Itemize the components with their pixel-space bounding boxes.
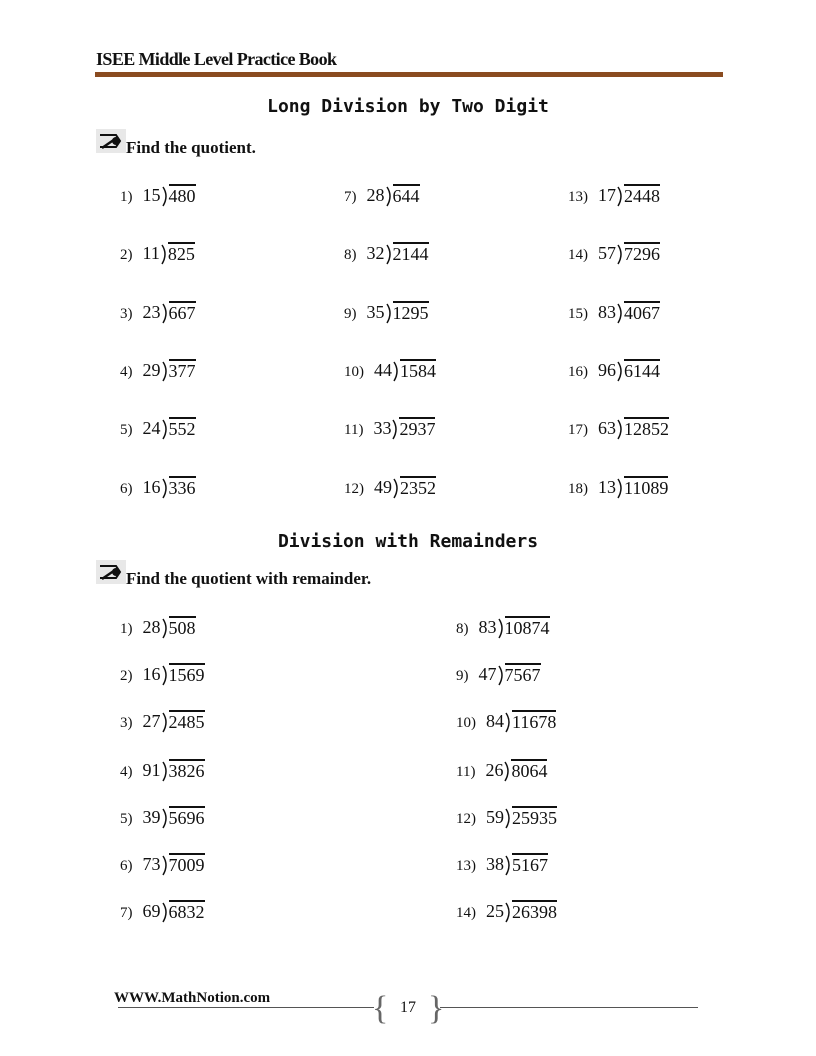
footer-website: WWW.MathNotion.com: [114, 990, 271, 1006]
division-bracket-icon: [505, 712, 512, 732]
dividend: 8064: [511, 761, 548, 781]
dividend: 2485: [168, 712, 205, 732]
dividend: 7296: [624, 244, 660, 264]
instruction-text-1: Find the quotient.: [126, 138, 256, 157]
divisor: 33: [373, 418, 392, 438]
problem: [120, 415, 196, 439]
problem-number: 16): [568, 364, 588, 380]
problem-number: 14): [456, 905, 476, 921]
division-bracket-icon: [162, 419, 169, 439]
problem-number: 17): [568, 422, 588, 438]
dividend: 1295: [392, 303, 429, 323]
problem-number: 13): [456, 858, 476, 874]
problem: [568, 474, 668, 498]
dividend: 7567: [504, 665, 541, 685]
division-bracket-icon: [162, 712, 169, 732]
problem-number: 9): [456, 668, 469, 684]
divisor: 27: [142, 711, 161, 731]
dividend: 644: [392, 186, 420, 206]
dividend: 667: [168, 303, 196, 323]
dividend: 1584: [400, 361, 436, 381]
division-bracket-icon: [393, 478, 400, 498]
divisor: 17: [598, 185, 616, 205]
problem-number: 12): [344, 481, 364, 497]
dividend: 2448: [624, 186, 660, 206]
divisor: 16: [142, 664, 161, 684]
division-bracket-icon: [498, 618, 505, 638]
problem: [456, 708, 556, 732]
problem-number: 3): [120, 306, 133, 322]
divisor: 47: [478, 664, 497, 684]
footer-rule-right: [440, 1007, 698, 1008]
problem: [120, 299, 196, 323]
dividend: 5167: [512, 855, 548, 875]
problem-number: 8): [456, 621, 469, 637]
division-bracket-icon: [162, 186, 169, 206]
divisor: 57: [598, 243, 616, 263]
dividend: 2352: [400, 478, 436, 498]
divisor: 25: [486, 901, 504, 921]
division-bracket-icon: [386, 186, 393, 206]
dividend: 825: [167, 244, 195, 264]
division-bracket-icon: [161, 244, 168, 264]
division-bracket-icon: [617, 419, 624, 439]
division-bracket-icon: [162, 478, 169, 498]
problem: [120, 661, 205, 685]
problem: [568, 357, 660, 381]
problem: [120, 708, 205, 732]
header-title: ISEE Middle Level Practice Book: [96, 49, 337, 69]
problem: [568, 415, 669, 439]
problem: [344, 357, 436, 381]
division-bracket-icon: [617, 186, 624, 206]
dividend: 508: [168, 618, 196, 638]
division-bracket-icon: [617, 478, 624, 498]
problem: [344, 182, 420, 206]
problem-number: 9): [344, 306, 357, 322]
problem: [568, 240, 660, 264]
problem-number: 12): [456, 811, 476, 827]
divisor: 44: [374, 360, 392, 380]
footer-rule-left: [118, 1007, 374, 1008]
dividend: 7009: [168, 855, 205, 875]
division-bracket-icon: [162, 665, 169, 685]
pencil-icon: [96, 129, 126, 167]
divisor: 96: [598, 360, 616, 380]
problem-number: 10): [456, 715, 476, 731]
divisor: 38: [486, 854, 504, 874]
dividend: 2937: [399, 419, 436, 439]
division-bracket-icon: [386, 303, 393, 323]
problem: [120, 804, 205, 828]
divisor: 39: [142, 807, 161, 827]
problem: [120, 614, 196, 638]
division-bracket-icon: [162, 618, 169, 638]
problem: [120, 357, 196, 381]
right-brace-icon: }: [428, 990, 445, 1027]
problem-number: 6): [120, 481, 133, 497]
problem-number: 11): [344, 422, 364, 438]
problem-number: 1): [120, 189, 133, 205]
dividend: 5696: [168, 808, 205, 828]
problem: [568, 182, 660, 206]
division-bracket-icon: [162, 303, 169, 323]
problem-number: 5): [120, 422, 133, 438]
divisor: 91: [142, 760, 161, 780]
dividend: 26398: [512, 902, 557, 922]
divisor: 28: [142, 617, 161, 637]
division-bracket-icon: [162, 761, 169, 781]
divisor: 24: [142, 418, 161, 438]
problem-number: 11): [456, 764, 476, 780]
dividend: 11678: [512, 712, 557, 732]
divisor: 28: [366, 185, 385, 205]
problem-number: 2): [120, 247, 133, 263]
division-bracket-icon: [505, 855, 512, 875]
dividend: 12852: [624, 419, 669, 439]
problem: [120, 474, 196, 498]
divisor: 84: [486, 711, 504, 731]
divisor: 83: [478, 617, 497, 637]
header-rule: [95, 72, 723, 77]
divisor: 29: [142, 360, 161, 380]
division-bracket-icon: [162, 902, 169, 922]
dividend: 336: [168, 478, 196, 498]
problem: [456, 804, 557, 828]
problem-number: 18): [568, 481, 588, 497]
dividend: 2144: [392, 244, 429, 264]
section-title-long-division: Long Division by Two Digit: [267, 96, 549, 117]
left-brace-icon: {: [372, 990, 389, 1027]
problem-number: 8): [344, 247, 357, 263]
problem-number: 1): [120, 621, 133, 637]
instruction-text-2: Find the quotient with remainder.: [126, 569, 372, 588]
division-bracket-icon: [162, 808, 169, 828]
problem: [344, 240, 429, 264]
problem-number: 13): [568, 189, 588, 205]
problem: [456, 661, 541, 685]
problem-number: 7): [120, 905, 133, 921]
division-bracket-icon: [162, 361, 169, 381]
divisor: 69: [142, 901, 161, 921]
dividend: 4067: [624, 303, 660, 323]
division-bracket-icon: [617, 244, 624, 264]
divisor: 11: [142, 243, 160, 263]
dividend: 480: [168, 186, 196, 206]
division-bracket-icon: [617, 361, 624, 381]
dividend: 377: [168, 361, 196, 381]
division-bracket-icon: [505, 808, 512, 828]
problem-number: 2): [120, 668, 133, 684]
divisor: 23: [142, 302, 161, 322]
problem: [456, 898, 557, 922]
problem-number: 14): [568, 247, 588, 263]
divisor: 13: [598, 477, 616, 497]
division-bracket-icon: [504, 761, 511, 781]
problem: [456, 851, 548, 875]
division-bracket-icon: [498, 665, 505, 685]
divisor: 26: [485, 760, 504, 780]
problem-number: 4): [120, 364, 133, 380]
instruction-row-2: [96, 567, 371, 591]
dividend: 552: [168, 419, 196, 439]
problem: [120, 898, 205, 922]
divisor: 32: [366, 243, 385, 263]
problem: [568, 299, 660, 323]
problem-number: 6): [120, 858, 133, 874]
page-number: 17: [400, 999, 416, 1016]
divisor: 35: [366, 302, 385, 322]
dividend: 11089: [624, 478, 669, 498]
problem-number: 7): [344, 189, 357, 205]
problem-number: 10): [344, 364, 364, 380]
pencil-icon: [96, 560, 126, 598]
divisor: 49: [374, 477, 392, 497]
problem: [344, 299, 429, 323]
problem: [456, 614, 550, 638]
divisor: 83: [598, 302, 616, 322]
instruction-row-1: [96, 136, 256, 160]
divisor: 63: [598, 418, 616, 438]
problem: [120, 851, 205, 875]
problem: [120, 182, 196, 206]
divisor: 16: [142, 477, 161, 497]
division-bracket-icon: [617, 303, 624, 323]
divisor: 15: [142, 185, 161, 205]
problem-number: 3): [120, 715, 133, 731]
problem-number: 5): [120, 811, 133, 827]
division-bracket-icon: [505, 902, 512, 922]
problem: [120, 240, 195, 264]
dividend: 6832: [168, 902, 205, 922]
division-bracket-icon: [392, 419, 399, 439]
problem: [344, 474, 436, 498]
dividend: 1569: [168, 665, 205, 685]
dividend: 25935: [512, 808, 557, 828]
section-title-remainders: Division with Remainders: [277, 531, 539, 552]
division-bracket-icon: [386, 244, 393, 264]
problem: [456, 757, 547, 781]
problem: [120, 757, 205, 781]
divisor: 59: [486, 807, 504, 827]
dividend: 3826: [168, 761, 205, 781]
problem-number: 15): [568, 306, 588, 322]
problem: [344, 415, 435, 439]
division-bracket-icon: [162, 855, 169, 875]
dividend: 6144: [624, 361, 660, 381]
division-bracket-icon: [393, 361, 400, 381]
dividend: 10874: [504, 618, 550, 638]
problem-number: 4): [120, 764, 133, 780]
divisor: 73: [142, 854, 161, 874]
